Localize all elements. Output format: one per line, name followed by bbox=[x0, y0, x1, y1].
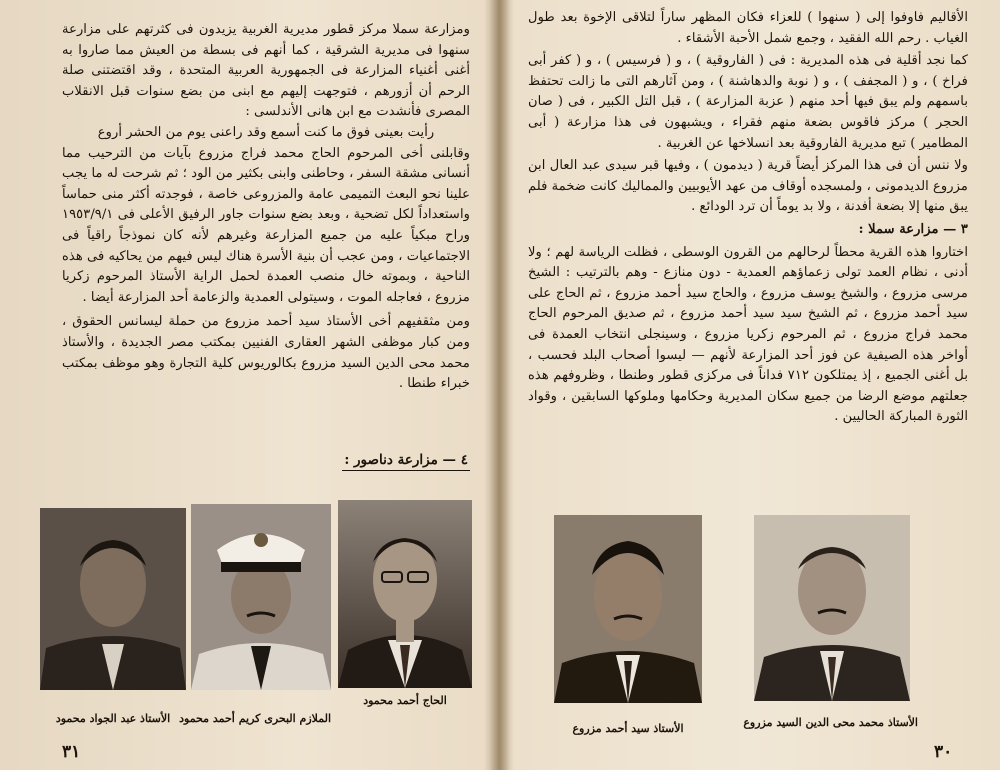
portrait-image bbox=[554, 515, 702, 703]
portrait-image bbox=[338, 500, 472, 688]
book-gutter bbox=[484, 0, 514, 770]
left-page bbox=[0, 0, 484, 770]
section-heading: ٣ — مزارعة سملا : bbox=[858, 221, 968, 237]
portrait-image bbox=[40, 508, 186, 690]
portrait-caption: الأستاذ سيد أحمد مزروع bbox=[572, 722, 684, 735]
poem-verse: رأيت بعينى فوق ما كنت أسمع وقد راعنى يوم من الحشر أروع bbox=[97, 124, 435, 140]
page-number: ٣١ bbox=[62, 742, 81, 762]
portrait-photo bbox=[554, 515, 702, 703]
section-heading bbox=[200, 452, 470, 471]
right-paragraph: اختاروا هذه القرية محطاً لرحالهم من القرون الوسطى ، فظلت الرياسة لهم ؛ ولا أدنى ، نظام العمد تولى زعماؤهم العمدية - دون منازع - وهم بالترتيب : الشيخ مرسى مزروع ، والشيخ يوسف مزروع ، والحاج سيد أحمد مزروع ، ثم الحاج على سيد أحمد مزروع ، ثم الشيخ سيد سيد أحمد مزروع ، ثم صديق المرحوم الحاج محمد فراج مزروع ، ثم المرحوم زكريا مزروع ، وسينجلى انتخاب العمدة فى أواخر هذه الصيفية عن فوز أحد المزارعة لأنهم — ليسوا أصحاب البلد فحسب ، بل أغنى الجميع ، إذ يمتلكون ٧١٢ فداناً فى مركزى قطور وطنطا ، وظروفهم هذه جعلتهم موضع الرضا من جميع سكان المديرية وحكامها وملوكها السابقين ، وقواد الثورة المباركة الحاليين . bbox=[528, 244, 968, 425]
portrait-image bbox=[754, 515, 910, 701]
left-page-body bbox=[62, 20, 470, 395]
section-heading-text: ٤ — مزارعة دناصور : bbox=[342, 452, 470, 471]
portrait-caption: الحاج أحمد محمود bbox=[363, 694, 447, 707]
right-page bbox=[514, 0, 1000, 770]
right-paragraph: الأقاليم فاوفوا إلى ( سنهوا ) للعزاء فكان المظهر ساراً لتلاقى الإخوة بعد طول الغياب . رحم الله الفقيد ، وجمع شمل الأحبة الأشقاء . bbox=[528, 10, 968, 46]
portrait-photo bbox=[40, 508, 186, 690]
right-paragraph: ولا ننس أن فى هذا المركز أيضاً قرية ( ديدمون ) ، وفيها قبر سيدى عبد العال ابن مزروع الديدمونى ، ولمسجده أوقاف من عهد الأيوبيين والمماليك كانت ضخمة فلم يبق منها إلا بضعة أفدنة ، ولا بد يوماً أن ترد الودائع . bbox=[528, 158, 968, 215]
portrait-caption: الملازم البحرى كريم أحمد محمود bbox=[179, 712, 331, 725]
left-paragraph: ومن مثقفيهم أخى الأستاذ سيد أحمد مزروع من حملة ليسانس الحقوق ، ومن كبار موظفى الشهر العقارى الفنيين بمكتب مصر الجديدة ، والأستاذ محمد محى الدين السيد مزروع بكالوريوس كلية التجارة وهو موظف بمكتب خبراء طنطا . bbox=[62, 314, 470, 392]
portrait-photo bbox=[754, 515, 910, 701]
page-number: ٣٠ bbox=[934, 742, 953, 762]
portrait-photo bbox=[338, 500, 472, 688]
left-paragraph: وقابلنى أخى المرحوم الحاج محمد فراج مزروع بآيات من الترحيب مما أنسانى مشقة السفر ، وحاطنى وابنى بكثير من الود ؛ ثم شرحت له ما يجب علينا نحو البعث التميمى عامة والمزروعى خاصة ، فوجدته أكثر منى حماساً واستعداداً لكل تضحية ، وبعد بضع سنوات جاور الرفيق الأعلى فى ١٩٥٣/٩/١ وراح مبكياً عليه من جميع المزارعة وغيرهم لأنه كان نموذجاً راقياً فى الاجتماعيات ، ومن عجب أن بنية الأسرة هناك ليس فيهم من يحاكيه فى هذه الناحية ، وبموته خال منصب العمدة لحمل الراية الأستاذ المرحوم زكريا مزروع ، فعاجله الموت ، وسيتولى العمدية والزعامة أحد المزارعة أيضا . bbox=[62, 145, 470, 305]
right-paragraph: كما نجد أقلية فى هذه المديرية : فى ( الفاروقية ) ، و ( فرسيس ) ، و ( كفر أبى فراخ ) ، و ( المجفف ) ، و ( نوبة والدهاشنة ) ، ومن آثارهم التى ما زالت تحتفظ باسمهم ولم يبق فيها أحد منهم ( عزبة المزارعة ) ، قبل التل الكبير ، فى ( صان الحجر ) مركز فاقوس بضعة منهم فقراء ، ويشبهون فى هذا مزارعة ( أبى المطامير ) تبع مديرية الفاروقية بعد انسلاخها عن الغربية . bbox=[528, 53, 968, 151]
left-paragraph: ومزارعة سملا مركز قطور مديرية الغربية يزيدون فى كثرتهم على مزارعة سنهوا فى مديرية الشرقية ، كما أنهم فى بسطة من العيش مما صاروا به أغنى أغنياء المزارعة فى الجمهورية العربية المتحدة ، وقد اقتضتنى صلة الرحم أن أزورهم ، فتوجهت إليهم مع ابنى من بضع سنوات قبل الانقلاب المصرى فأنشدت مع ابن هانى الأندلسى : bbox=[62, 22, 470, 120]
portrait-photo bbox=[191, 504, 331, 690]
portrait-image bbox=[191, 504, 331, 690]
right-page-body bbox=[528, 8, 968, 428]
portrait-caption: الأستاذ عبد الجواد محمود bbox=[55, 712, 171, 725]
portrait-caption: الأستاذ محمد محى الدين السيد مزروع bbox=[743, 716, 918, 729]
